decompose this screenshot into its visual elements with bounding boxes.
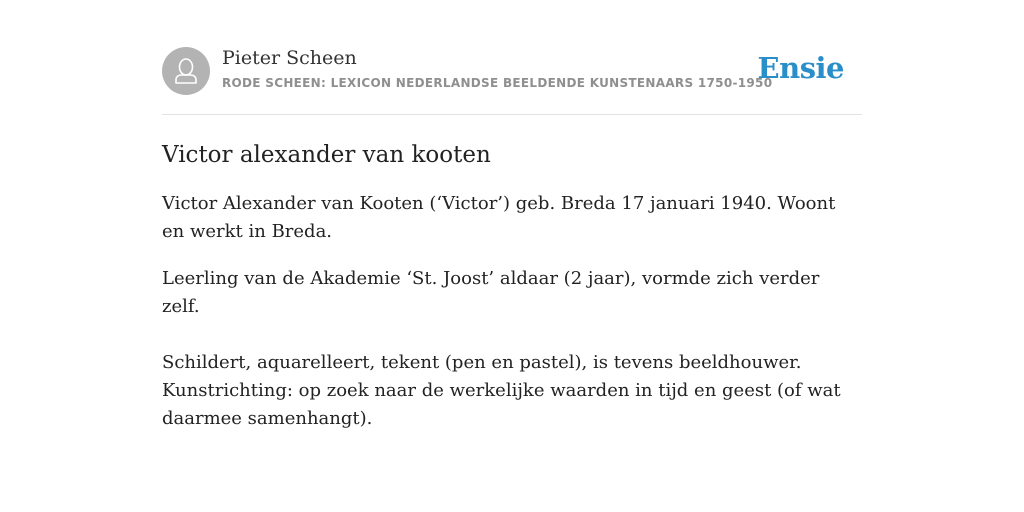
article-paragraph-biography: Victor Alexander van Kooten (‘Victor’) geb. Breda 17 januari 1940. Woont en werkt in Breda. — [162, 193, 836, 242]
brand-logo[interactable]: Ensie — [757, 51, 844, 85]
article-title: Victor alexander van kooten — [162, 142, 491, 168]
article-paragraph-work: Schildert, aquarelleert, tekent (pen en pastel), is tevens beeldhouwer. Kunstrichting: op zoek naar de werkelijke waarden in tijd en geest (of wat daarmee samenhangt). — [162, 352, 841, 429]
user-silhouette-icon — [162, 47, 210, 95]
source-title[interactable]: RODE SCHEEN: LEXICON NEDERLANDSE BEELDENDE KUNSTENAARS 1750-1950 — [222, 76, 773, 90]
article-card — [162, 44, 862, 433]
article-header — [162, 44, 862, 115]
article-paragraph-education: Leerling van de Akademie ‘St. Joost’ aldaar (2 jaar), vormde zich verder zelf. — [162, 268, 820, 317]
author-avatar[interactable] — [162, 47, 210, 95]
author-name[interactable]: Pieter Scheen — [222, 47, 357, 69]
